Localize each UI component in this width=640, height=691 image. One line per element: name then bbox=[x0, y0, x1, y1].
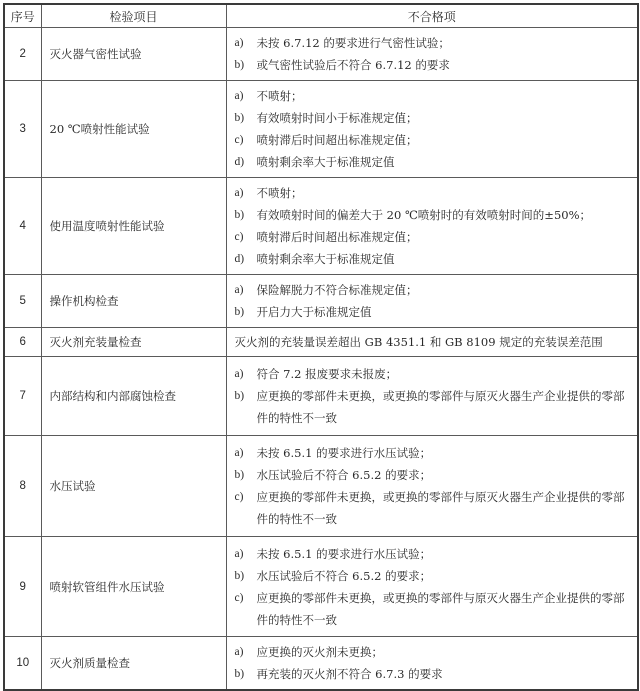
table-row bbox=[4, 637, 638, 691]
list-marker: a) bbox=[234, 284, 244, 296]
serial-number: 5 bbox=[4, 275, 41, 328]
list-marker: a) bbox=[234, 368, 244, 380]
list-marker: c) bbox=[234, 231, 244, 243]
list-marker: b) bbox=[234, 668, 245, 680]
nonconformity-list-item bbox=[235, 129, 632, 151]
nonconformity-list-item bbox=[235, 565, 632, 587]
nonconformity-cell bbox=[226, 275, 638, 328]
list-text: 有效喷射时间小于标准规定值； bbox=[256, 111, 418, 125]
list-marker: c) bbox=[234, 134, 244, 146]
nonconformity-cell bbox=[226, 537, 638, 637]
nonconformity-list-item bbox=[235, 363, 632, 385]
nonconformity-list-item bbox=[235, 32, 632, 54]
serial-number: 7 bbox=[4, 357, 41, 436]
list-text: 应更换的零部件未更换，或更换的零部件与原灭火器生产企业提供的零部件的特性不一致 bbox=[256, 490, 625, 526]
list-text: 水压试验后不符合 6.5.2 的要求； bbox=[256, 468, 432, 482]
list-text: 应更换的零部件未更换，或更换的零部件与原灭火器生产企业提供的零部件的特性不一致 bbox=[256, 590, 625, 627]
table-row bbox=[4, 328, 638, 357]
list-text: 喷射滞后时间超出标准规定值； bbox=[256, 230, 418, 244]
list-text: 或气密性试验后不符合 6.7.12 的要求 bbox=[256, 58, 450, 72]
nonconformity-cell bbox=[226, 81, 638, 178]
nonconformity-list-item bbox=[235, 151, 632, 173]
list-marker: a) bbox=[234, 547, 244, 560]
table-row bbox=[4, 28, 638, 81]
list-text: 应更换的零部件未更换，或更换的零部件与原灭火器生产企业提供的零部件的特性不一致 bbox=[256, 389, 625, 425]
nonconformity-list-item bbox=[235, 279, 632, 301]
nonconformity-cell bbox=[226, 637, 638, 691]
list-marker: a) bbox=[234, 447, 244, 459]
list-text: 水压试验后不符合 6.5.2 的要求； bbox=[256, 568, 432, 583]
list-text: 应更换的灭火剂未更换； bbox=[256, 645, 383, 659]
table-row bbox=[4, 178, 638, 275]
table-body bbox=[4, 28, 638, 691]
nonconformity-list-item bbox=[235, 486, 632, 530]
nonconformity-cell bbox=[226, 328, 638, 357]
serial-number: 2 bbox=[4, 28, 41, 81]
list-text: 未按 6.7.12 的要求进行气密性试验； bbox=[256, 36, 450, 50]
nonconformity-list-item bbox=[235, 301, 632, 323]
list-text: 不喷射； bbox=[256, 186, 303, 200]
inspection-table bbox=[3, 3, 639, 691]
serial-number: 10 bbox=[4, 637, 41, 691]
nonconformity-list-item bbox=[235, 641, 632, 663]
nonconformity-list-item bbox=[235, 543, 632, 565]
list-text: 开启力大于标准规定值 bbox=[256, 305, 372, 319]
serial-number: 3 bbox=[4, 81, 41, 178]
serial-number: 8 bbox=[4, 436, 41, 537]
nonconformity-list-item bbox=[235, 226, 632, 248]
list-marker: b) bbox=[234, 569, 245, 582]
list-marker: c) bbox=[234, 491, 244, 503]
inspection-item: 内部结构和内部腐蚀检查 bbox=[41, 357, 226, 436]
list-marker: b) bbox=[234, 306, 245, 318]
list-text: 喷射滞后时间超出标准规定值； bbox=[256, 133, 418, 147]
inspection-item: 操作机构检查 bbox=[41, 275, 226, 328]
table-row bbox=[4, 357, 638, 436]
inspection-item: 灭火剂质量检查 bbox=[41, 637, 226, 691]
nonconformity-cell bbox=[226, 28, 638, 81]
nonconformity-list-item bbox=[235, 204, 632, 226]
list-text: 喷射剩余率大于标准规定值 bbox=[256, 252, 395, 266]
list-marker: a) bbox=[234, 37, 244, 49]
list-marker: d) bbox=[234, 253, 245, 265]
nonconformity-cell bbox=[226, 178, 638, 275]
table-row bbox=[4, 275, 638, 328]
header-nonconformity: 不合格项 bbox=[226, 4, 638, 28]
list-marker: b) bbox=[234, 59, 245, 71]
inspection-item: 灭火剂充装量检查 bbox=[41, 328, 226, 357]
header-inspection-item: 检验项目 bbox=[41, 4, 226, 28]
list-marker: b) bbox=[234, 469, 245, 481]
list-text: 保险解脱力不符合标准规定值； bbox=[256, 283, 418, 297]
table-row bbox=[4, 81, 638, 178]
list-text: 未按 6.5.1 的要求进行水压试验； bbox=[256, 546, 432, 561]
table-row bbox=[4, 436, 638, 537]
nonconformity-list-item bbox=[235, 464, 632, 486]
nonconformity-cell bbox=[226, 436, 638, 537]
table-header-row bbox=[4, 4, 638, 28]
serial-number: 4 bbox=[4, 178, 41, 275]
nonconformity-list-item bbox=[235, 54, 632, 76]
list-marker: a) bbox=[234, 646, 244, 658]
inspection-item: 水压试验 bbox=[41, 436, 226, 537]
list-text: 符合 7.2 报废要求未报废； bbox=[256, 367, 398, 381]
list-marker: b) bbox=[234, 390, 245, 402]
nonconformity-list-item bbox=[235, 663, 632, 685]
inspection-item: 灭火器气密性试验 bbox=[41, 28, 226, 81]
table-row bbox=[4, 537, 638, 637]
inspection-item: 20 ℃喷射性能试验 bbox=[41, 81, 226, 178]
list-text: 有效喷射时间的偏差大于 20 ℃喷射时的有效喷射时间的±50%； bbox=[256, 208, 592, 222]
nonconformity-list-item bbox=[235, 442, 632, 464]
list-text: 未按 6.5.1 的要求进行水压试验； bbox=[256, 446, 432, 460]
inspection-item: 喷射软管组件水压试验 bbox=[41, 537, 226, 637]
serial-number: 9 bbox=[4, 537, 41, 637]
header-serial-no: 序号 bbox=[4, 4, 41, 28]
list-text: 喷射剩余率大于标准规定值 bbox=[256, 155, 395, 169]
list-marker: b) bbox=[234, 112, 245, 124]
list-marker: a) bbox=[234, 90, 244, 102]
serial-number: 6 bbox=[4, 328, 41, 357]
list-marker: c) bbox=[234, 591, 244, 604]
list-text: 不喷射； bbox=[256, 89, 303, 103]
nonconformity-list-item bbox=[235, 107, 632, 129]
nonconformity-text: 灭火剂的充装量误差超出 GB 4351.1 和 GB 8109 规定的充装误差范围 bbox=[234, 335, 603, 349]
nonconformity-list-item bbox=[235, 85, 632, 107]
list-text: 再充装的灭火剂不符合 6.7.3 的要求 bbox=[256, 667, 443, 681]
nonconformity-list-item bbox=[235, 182, 632, 204]
nonconformity-list-item bbox=[235, 385, 632, 429]
list-marker: d) bbox=[234, 156, 245, 168]
list-marker: a) bbox=[234, 187, 244, 199]
nonconformity-cell bbox=[226, 357, 638, 436]
nonconformity-list-item bbox=[235, 248, 632, 270]
nonconformity-list-item bbox=[235, 587, 632, 631]
inspection-item: 使用温度喷射性能试验 bbox=[41, 178, 226, 275]
list-marker: b) bbox=[234, 209, 245, 221]
